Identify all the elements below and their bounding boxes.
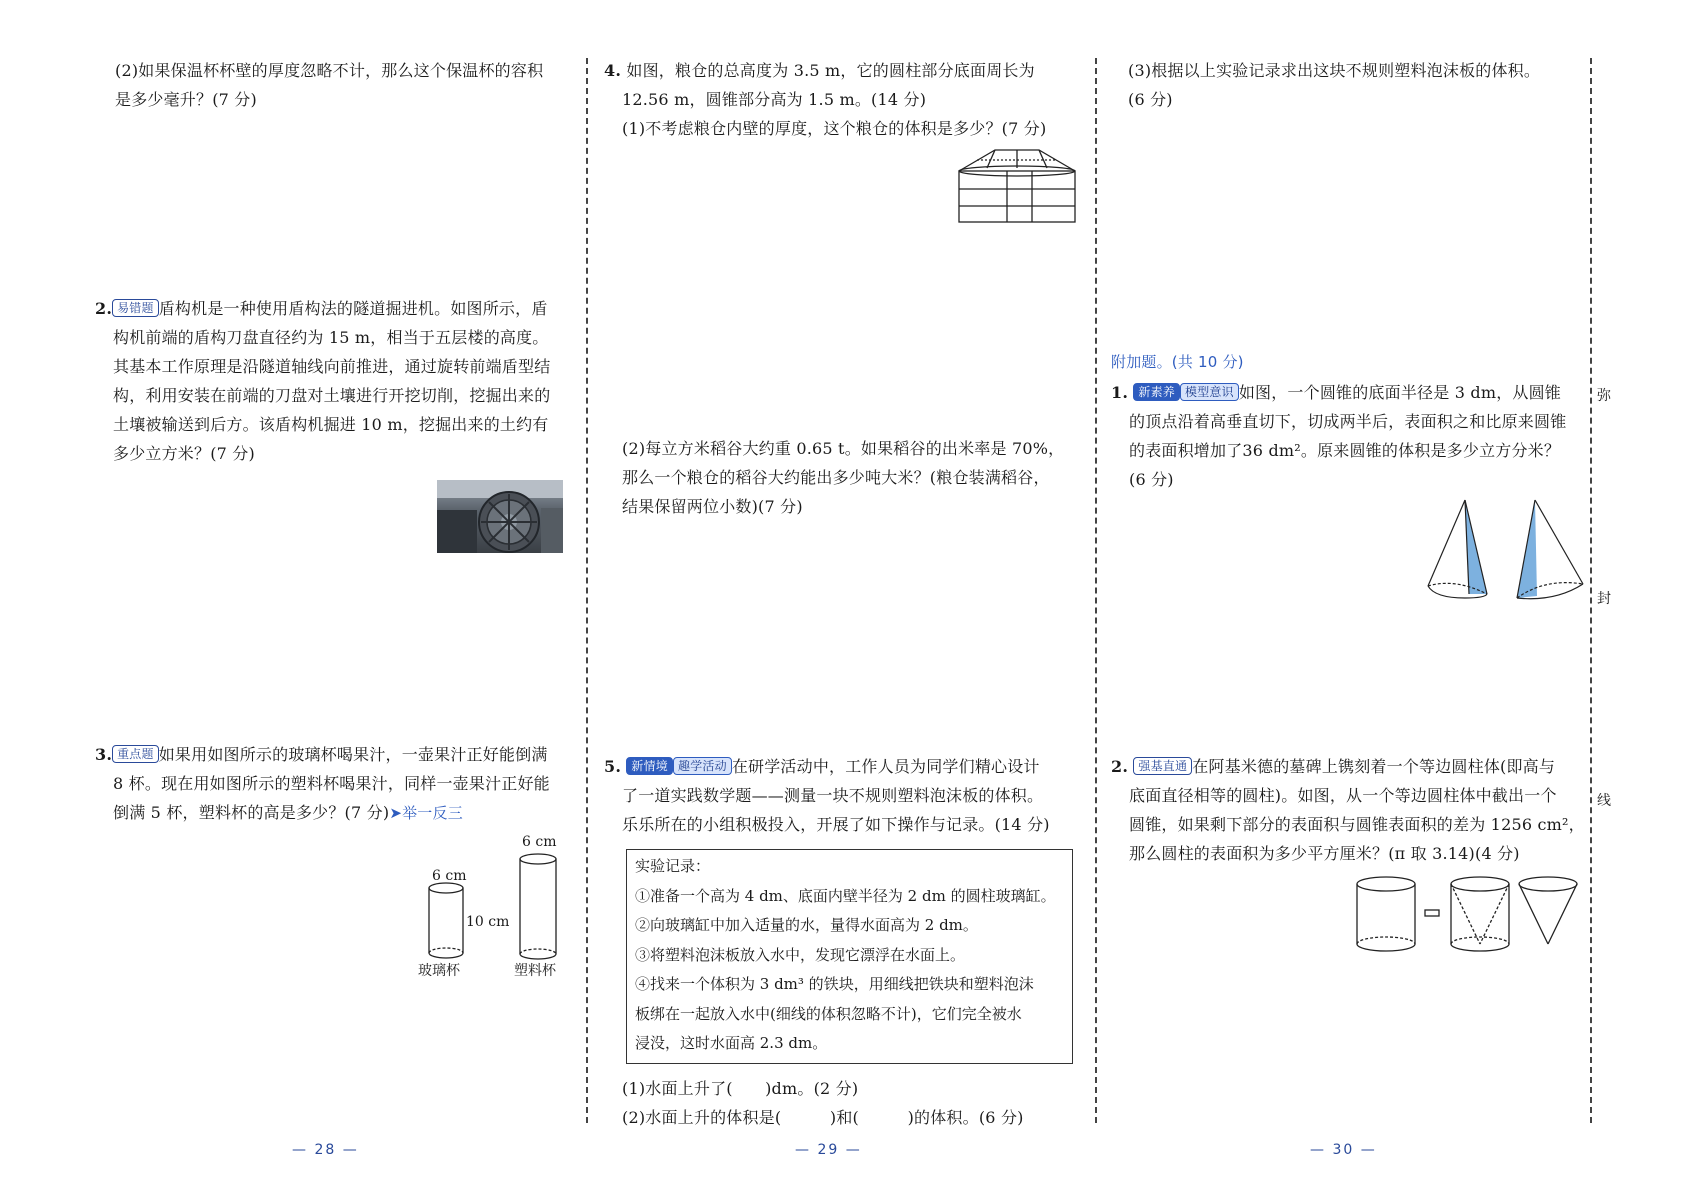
extra-question-1: 1. 新素养 模型意识 如图，一个圆锥的底面半径是 3 dm，从圆锥 的顶点沿着高垂直切下，切成两半后，表面积之和比原来圆锥 的表面积增加了36 dm²。原来圆锥的体积是多少立方分米？ (6 分) [1111,383,1567,489]
column-divider-left [586,58,588,1123]
tag-badge: 易错题 [112,299,159,317]
glass-height-label: 10 cm [466,914,510,930]
q1-continuation: (2)如果保温杯杯壁的厚度忽略不计，那么这个保温杯的容积 是多少毫升？(7 分) [115,61,544,109]
granary-figure [957,146,1077,226]
cone-cut-figure [1425,498,1585,608]
question-number: 1. [1111,383,1129,402]
page-number-29: — 29 — [795,1142,862,1158]
tag-badge: 强基直通 [1133,757,1192,775]
tag-badge: 重点题 [112,745,159,763]
glass-cup-label: 玻璃杯 [418,963,460,979]
binding-char-1: 弥 [1597,388,1611,404]
tag-badge: 趣学活动 [673,757,732,775]
question-5: 5. 新情境 趣学活动 在研学活动中，工作人员为同学们精心设计 了一道实践数学题——测量一块不规则塑料泡沫板的体积。 乐乐所在的小组积极投入，开展了如下操作与记录。(14 分) [604,757,1050,834]
question-number: 2. [95,299,113,318]
question-number: 4. [604,61,622,80]
page-number-30: — 30 — [1310,1142,1377,1158]
page-number-28: — 28 — [292,1142,359,1158]
question-2: 2. 易错题 盾构机是一种使用盾构法的隧道掘进机。如图所示，盾 构机前端的盾构刀盘直径约为 15 m，相当于五层楼的高度。 其基本工作原理是沿隧道轴线向前推进，通过旋转前端盾型结 构，利用安装在前端的刀盘对土壤进行开挖切削，挖掘出来的 土壤被输送到后方。该盾构机掘进 10 m，挖掘出来的土约有 多少立方米？(7 分) [95,299,551,463]
binding-char-2: 封 [1597,591,1611,607]
question-5-part-3: (3)根据以上实验记录求出这块不规则塑料泡沫板的体积。 (6 分) [1128,61,1541,109]
shield-machine-photo [437,480,563,553]
extra-question-2: 2. 强基直通 在阿基米德的墓碑上镌刻着一个等边圆柱体(即高与 底面直径相等的圆柱)。如图，从一个等边圆柱体中截出一个 圆锥，如果剩下部分的表面积与圆锥表面积的差为 1256 cm²， 那么圆柱的表面积为多少平方厘米？(π 取 3.14)(4 分) [1111,757,1585,863]
question-5-parts: (1)水面上升了( )dm。(2 分) (2)水面上升的体积是( )和( )的体积。(6 分) [622,1079,1024,1127]
glass-diameter-label: 6 cm [432,868,467,884]
tag-badge: 新情境 [626,757,673,775]
binding-char-3: 线 [1597,793,1611,809]
tag-badge: 模型意识 [1180,383,1239,401]
experiment-record-box: 实验记录： ①准备一个高为 4 dm、底面内壁半径为 2 dm 的圆柱玻璃缸。 ②向玻璃缸中加入适量的水，量得水面高为 2 dm。 ③将塑料泡沫板放入水中，发现它漂浮在水面上。 ④找来一个体积为 3 dm³ 的铁块，用细线把铁块和塑料泡沫 板绑在一起放入水中(细线的体积忽略不计)，它们完全被水 浸没，这时水面高 2.3 dm。 [626,849,1073,1064]
question-4-part-2: (2)每立方米稻谷大约重 0.65 t。如果稻谷的出米率是 70%， 那么一个粮仓的稻谷大约能出多少吨大米？(粮仓装满稻谷， 结果保留两位小数)(7 分) [622,439,1065,516]
plastic-cup-label: 塑料杯 [514,963,556,979]
binding-line [1590,58,1592,1123]
cups-figure [405,830,580,980]
plastic-diameter-label: 6 cm [522,834,557,850]
cylinder-cone-figure [1355,874,1580,954]
extra-section-title: 附加题。(共 10 分) [1111,353,1244,371]
column-divider-right [1095,58,1097,1123]
tag-badge: 新素养 [1133,383,1180,401]
question-4: 4. 如图，粮仓的总高度为 3.5 m，它的圆柱部分底面周长为 12.56 m，圆锥部分高为 1.5 m。(14 分) (1)不考虑粮仓内壁的厚度，这个粮仓的体积是多少？(7 分) [604,61,1047,138]
related-practice-link[interactable]: ➤举一反三 [389,804,463,822]
question-number: 5. [604,757,622,776]
question-3: 3. 重点题 如果用如图所示的玻璃杯喝果汁，一壶果汁正好能倒满 8 杯。现在用如图所示的塑料杯喝果汁，同样一壶果汁正好能 倒满 5 杯，塑料杯的高是多少？(7 分)➤举一反三 [95,745,550,822]
question-number: 2. [1111,757,1129,776]
question-number: 3. [95,745,113,764]
